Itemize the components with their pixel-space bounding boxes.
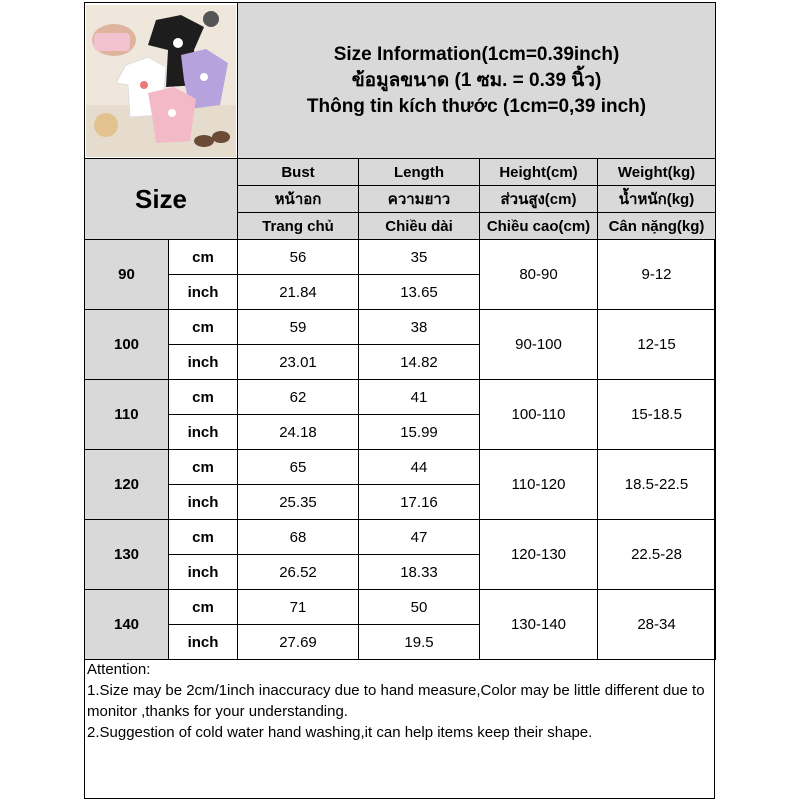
length-header-vi: Chiều dài (359, 213, 480, 240)
title-english: Size Information(1cm=0.39inch) (333, 43, 620, 65)
notes-heading: Attention: (87, 661, 151, 678)
weight-header-en: Weight(kg) (598, 159, 716, 186)
attention-notes (87, 659, 712, 743)
length-inch-value: 14.82 (359, 345, 480, 380)
height-range-value: 90-100 (480, 310, 598, 380)
title-vietnamese: Thông tin kích thước (1cm=0,39 inch) (306, 95, 647, 117)
bust-header-en: Bust (238, 159, 359, 186)
unit-inch-label: inch (169, 625, 238, 660)
bust-inch-value: 26.52 (238, 555, 359, 590)
bust-inch-value: 23.01 (238, 345, 359, 380)
bust-inch-value: 27.69 (238, 625, 359, 660)
height-range-value: 130-140 (480, 590, 598, 660)
length-header-th: ความยาว (359, 186, 480, 213)
size-row-cm (85, 380, 716, 415)
unit-inch-label: inch (169, 485, 238, 520)
size-value: 120 (85, 450, 169, 520)
size-row-cm (85, 450, 716, 485)
weight-range-value: 22.5-28 (598, 520, 716, 590)
height-header-th: ส่วนสูง(cm) (480, 186, 598, 213)
unit-cm-label: cm (169, 520, 238, 555)
size-row-cm (85, 240, 716, 275)
bust-inch-value: 24.18 (238, 415, 359, 450)
size-value: 90 (85, 240, 169, 310)
size-chart-table (84, 2, 716, 660)
unit-inch-label: inch (169, 555, 238, 590)
length-header-en: Length (359, 159, 480, 186)
unit-cm-label: cm (169, 240, 238, 275)
weight-range-value: 15-18.5 (598, 380, 716, 450)
bust-cm-value: 59 (238, 310, 359, 345)
length-inch-value: 13.65 (359, 275, 480, 310)
unit-inch-label: inch (169, 345, 238, 380)
size-value: 100 (85, 310, 169, 380)
height-range-value: 80-90 (480, 240, 598, 310)
length-inch-value: 17.16 (359, 485, 480, 520)
length-inch-value: 15.99 (359, 415, 480, 450)
unit-inch-label: inch (169, 275, 238, 310)
weight-range-value: 28-34 (598, 590, 716, 660)
height-range-value: 100-110 (480, 380, 598, 450)
bust-cm-value: 56 (238, 240, 359, 275)
product-photo (86, 5, 236, 157)
size-value: 110 (85, 380, 169, 450)
length-inch-value: 18.33 (359, 555, 480, 590)
notes-line-2: 2.Suggestion of cold water hand washing,it can help items keep their shape. (87, 724, 593, 741)
weight-range-value: 18.5-22.5 (598, 450, 716, 520)
height-header-en: Height(cm) (480, 159, 598, 186)
length-cm-value: 44 (359, 450, 480, 485)
bust-cm-value: 62 (238, 380, 359, 415)
notes-line-1: 1.Size may be 2cm/1inch inaccuracy due to hand measure,Color may be little different due to monitor ,thanks for your understanding. (87, 682, 705, 720)
length-cm-value: 35 (359, 240, 480, 275)
weight-range-value: 9-12 (598, 240, 716, 310)
length-inch-value: 19.5 (359, 625, 480, 660)
size-header: Size (85, 159, 238, 240)
unit-cm-label: cm (169, 450, 238, 485)
weight-header-vi: Cân nặng(kg) (598, 213, 716, 240)
unit-cm-label: cm (169, 310, 238, 345)
bust-cm-value: 68 (238, 520, 359, 555)
bust-cm-value: 65 (238, 450, 359, 485)
size-value: 130 (85, 520, 169, 590)
unit-cm-label: cm (169, 380, 238, 415)
weight-header-th: น้ำหนัก(kg) (598, 186, 716, 213)
bust-header-vi: Trang chủ (238, 213, 359, 240)
length-cm-value: 41 (359, 380, 480, 415)
bust-inch-value: 25.35 (238, 485, 359, 520)
title-thai: ข้อมูลขนาด (1 ซม. = 0.39 นิ้ว) (351, 69, 602, 91)
height-range-value: 120-130 (480, 520, 598, 590)
height-range-value: 110-120 (480, 450, 598, 520)
unit-cm-label: cm (169, 590, 238, 625)
length-cm-value: 50 (359, 590, 480, 625)
length-cm-value: 47 (359, 520, 480, 555)
weight-range-value: 12-15 (598, 310, 716, 380)
height-header-vi: Chiều cao(cm) (480, 213, 598, 240)
size-row-cm (85, 520, 716, 555)
size-value: 140 (85, 590, 169, 660)
product-photo-cell (85, 3, 238, 159)
unit-inch-label: inch (169, 415, 238, 450)
size-row-cm (85, 310, 716, 345)
size-information-header (238, 3, 716, 159)
bust-cm-value: 71 (238, 590, 359, 625)
bust-inch-value: 21.84 (238, 275, 359, 310)
bust-header-th: หน้าอก (238, 186, 359, 213)
length-cm-value: 38 (359, 310, 480, 345)
size-row-cm (85, 590, 716, 625)
